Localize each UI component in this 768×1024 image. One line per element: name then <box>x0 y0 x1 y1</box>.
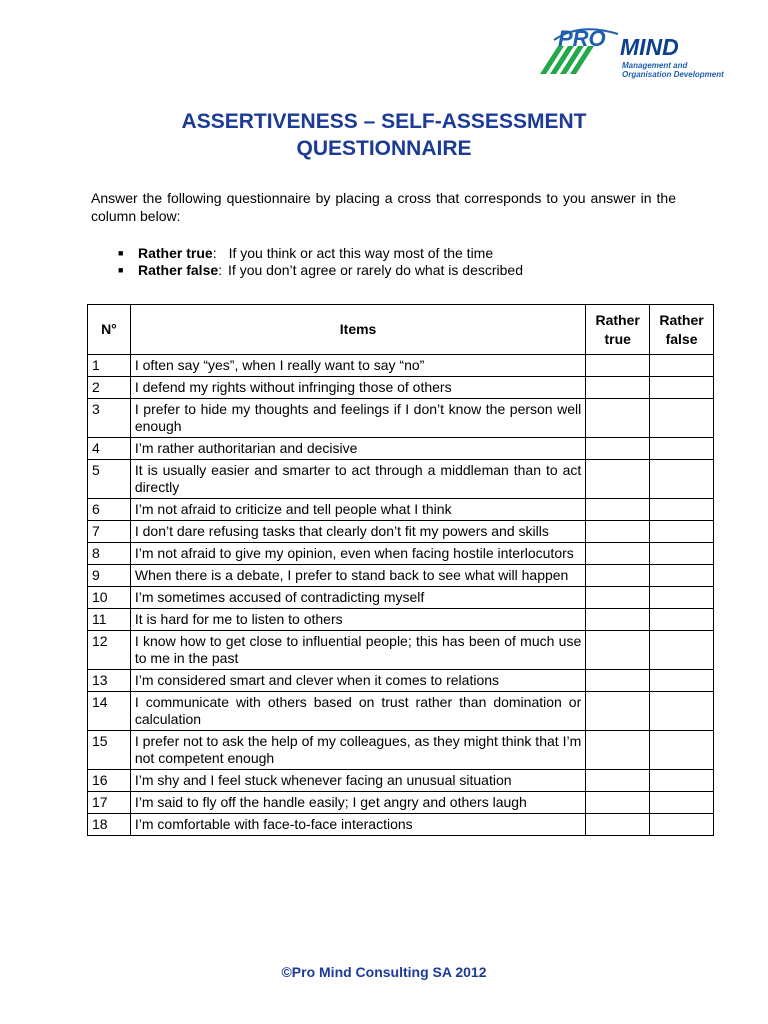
item-number: 15 <box>88 731 131 770</box>
header-rather-true <box>586 305 650 355</box>
rather-true-cell[interactable] <box>586 770 650 792</box>
item-text: I’m shy and I feel stuck whenever facing an unusual situation <box>130 770 585 792</box>
option-description: If you think or act this way most of the time <box>228 245 494 261</box>
rather-true-cell[interactable] <box>586 543 650 565</box>
rather-false-cell[interactable] <box>650 631 714 670</box>
table-row <box>88 609 714 631</box>
header-rather-false <box>650 305 714 355</box>
rather-true-cell[interactable] <box>586 438 650 460</box>
item-number: 17 <box>88 792 131 814</box>
item-text: I don’t dare refusing tasks that clearly don’t fit my powers and skills <box>130 521 585 543</box>
rather-false-cell[interactable] <box>650 460 714 499</box>
logo-tagline-line2: Organisation Development <box>622 70 724 79</box>
options-list <box>118 245 523 279</box>
rather-true-cell[interactable] <box>586 460 650 499</box>
rather-true-cell[interactable] <box>586 670 650 692</box>
bullet-square-icon: ■ <box>118 248 124 258</box>
rather-false-cell[interactable] <box>650 377 714 399</box>
item-number: 8 <box>88 543 131 565</box>
header-rather-true-line2: true <box>604 330 631 347</box>
item-text: I defend my rights without infringing those of others <box>130 377 585 399</box>
table-row <box>88 355 714 377</box>
table-row <box>88 792 714 814</box>
item-text: I’m rather authoritarian and decisive <box>130 438 585 460</box>
rather-true-cell[interactable] <box>586 399 650 438</box>
item-number: 6 <box>88 499 131 521</box>
table-row <box>88 770 714 792</box>
item-text: I often say “yes”, when I really want to say “no” <box>130 355 585 377</box>
table-row <box>88 670 714 692</box>
rather-true-cell[interactable] <box>586 521 650 543</box>
item-number: 10 <box>88 587 131 609</box>
item-number: 1 <box>88 355 131 377</box>
rather-true-cell[interactable] <box>586 587 650 609</box>
item-text: I’m sometimes accused of contradicting myself <box>130 587 585 609</box>
item-number: 3 <box>88 399 131 438</box>
rather-false-cell[interactable] <box>650 770 714 792</box>
item-text: I communicate with others based on trust rather than domination or calculation <box>130 692 585 731</box>
rather-true-cell[interactable] <box>586 499 650 521</box>
item-text: I’m considered smart and clever when it comes to relations <box>130 670 585 692</box>
rather-false-cell[interactable] <box>650 792 714 814</box>
item-number: 2 <box>88 377 131 399</box>
item-number: 11 <box>88 609 131 631</box>
rather-true-cell[interactable] <box>586 377 650 399</box>
bullet-square-icon: ■ <box>118 265 124 275</box>
table-row <box>88 377 714 399</box>
item-number: 18 <box>88 814 131 836</box>
option-rather-false <box>118 262 523 279</box>
item-number: 13 <box>88 670 131 692</box>
table-row <box>88 587 714 609</box>
rather-false-cell[interactable] <box>650 565 714 587</box>
table-row <box>88 692 714 731</box>
rather-true-cell[interactable] <box>586 792 650 814</box>
header-rather-false-line2: false <box>665 330 698 347</box>
table-header-row <box>88 305 714 355</box>
rather-false-cell[interactable] <box>650 438 714 460</box>
item-text: I’m not afraid to criticize and tell people what I think <box>130 499 585 521</box>
rather-false-cell[interactable] <box>650 609 714 631</box>
item-number: 14 <box>88 692 131 731</box>
intro-paragraph: Answer the following questionnaire by placing a cross that corresponds to you answer in the column below: <box>91 190 676 224</box>
rather-false-cell[interactable] <box>650 355 714 377</box>
table-row <box>88 731 714 770</box>
option-term: Rather true <box>138 245 213 261</box>
header-number: N° <box>88 305 131 355</box>
item-number: 12 <box>88 631 131 670</box>
copyright-footer: ©Pro Mind Consulting SA 2012 <box>281 964 487 980</box>
item-text: I’m said to fly off the handle easily; I get angry and others laugh <box>130 792 585 814</box>
rather-false-cell[interactable] <box>650 731 714 770</box>
questionnaire-table <box>87 304 714 836</box>
table-row <box>88 543 714 565</box>
rather-true-cell[interactable] <box>586 814 650 836</box>
table-row <box>88 521 714 543</box>
item-number: 16 <box>88 770 131 792</box>
item-text: I’m comfortable with face-to-face interactions <box>130 814 585 836</box>
rather-false-cell[interactable] <box>650 814 714 836</box>
item-text: It is hard for me to listen to others <box>130 609 585 631</box>
item-number: 9 <box>88 565 131 587</box>
item-text: I’m not afraid to give my opinion, even when facing hostile interlocutors <box>130 543 585 565</box>
logo-tagline-line1: Management and <box>622 61 688 70</box>
table-row <box>88 814 714 836</box>
table-row <box>88 565 714 587</box>
rather-true-cell[interactable] <box>586 631 650 670</box>
logo-word-mind: MIND <box>620 34 679 60</box>
header-rather-true-line1: Rather <box>595 311 640 328</box>
logo-word-pro: PRO <box>558 26 606 51</box>
rather-true-cell[interactable] <box>586 609 650 631</box>
rather-true-cell[interactable] <box>586 731 650 770</box>
item-number: 5 <box>88 460 131 499</box>
item-text: I prefer to hide my thoughts and feelings if I don’t know the person well enough <box>130 399 585 438</box>
item-number: 7 <box>88 521 131 543</box>
rather-false-cell[interactable] <box>650 692 714 731</box>
option-separator: : <box>218 262 223 278</box>
header-rather-false-line1: Rather <box>659 311 704 328</box>
table-row <box>88 438 714 460</box>
logo-tagline <box>622 61 724 79</box>
option-rather-true <box>118 245 523 262</box>
table-row <box>88 499 714 521</box>
rather-true-cell[interactable] <box>586 692 650 731</box>
item-text: I know how to get close to influential people; this has been of much use to me in the past <box>130 631 585 670</box>
table-row <box>88 399 714 438</box>
rather-true-cell[interactable] <box>586 355 650 377</box>
item-text: It is usually easier and smarter to act through a middleman than to act directly <box>130 460 585 499</box>
rather-false-cell[interactable] <box>650 543 714 565</box>
title-line2: QUESTIONNAIRE <box>296 137 472 160</box>
table-body <box>88 355 714 836</box>
company-logo <box>540 24 740 84</box>
rather-false-cell[interactable] <box>650 670 714 692</box>
title-line1: ASSERTIVENESS – SELF-ASSESSMENT <box>181 110 587 133</box>
option-term: Rather false <box>138 262 219 278</box>
table-row <box>88 631 714 670</box>
item-number: 4 <box>88 438 131 460</box>
rather-false-cell[interactable] <box>650 587 714 609</box>
rather-false-cell[interactable] <box>650 399 714 438</box>
item-text: I prefer not to ask the help of my colleagues, as they might think that I’m not competent enough <box>130 731 585 770</box>
rather-true-cell[interactable] <box>586 565 650 587</box>
page-title <box>0 108 768 162</box>
rather-false-cell[interactable] <box>650 499 714 521</box>
option-description: If you don’t agree or rarely do what is described <box>228 262 523 278</box>
option-separator: : <box>212 245 217 261</box>
item-text: When there is a debate, I prefer to stand back to see what will happen <box>130 565 585 587</box>
table-row <box>88 460 714 499</box>
header-items: Items <box>130 305 585 355</box>
rather-false-cell[interactable] <box>650 521 714 543</box>
